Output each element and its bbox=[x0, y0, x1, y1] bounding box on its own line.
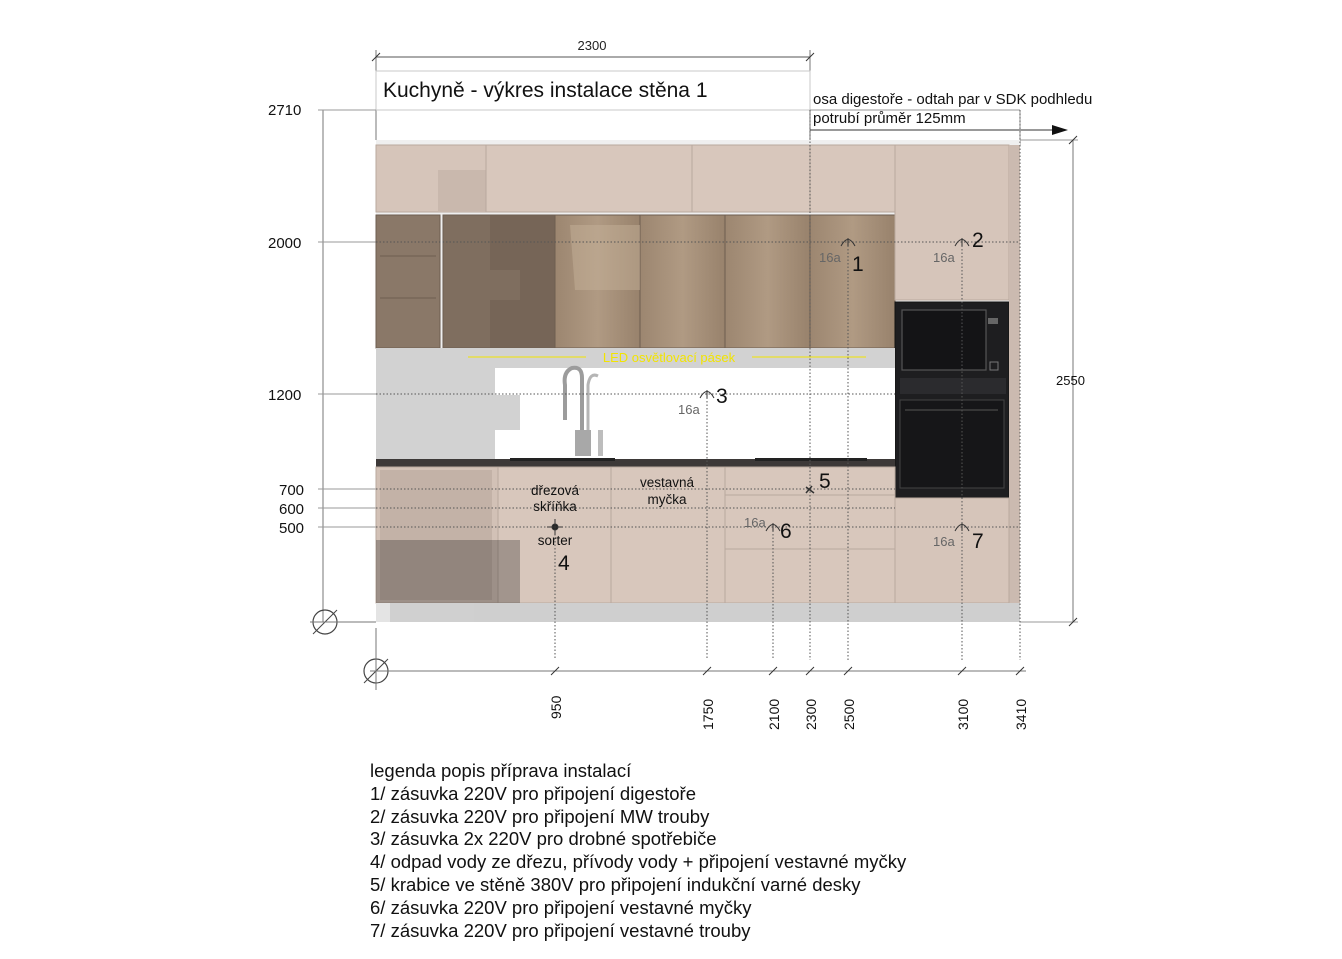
top-dimension-label: 2300 bbox=[577, 38, 607, 53]
marker-6: 6 bbox=[780, 520, 792, 543]
legend-item: 5/ krabice ve stěně 380V pro připojení indukční varné desky bbox=[370, 873, 861, 895]
legend-item: 1/ zásuvka 220V pro připojení digestoře bbox=[370, 782, 697, 804]
width-label: 3410 bbox=[1013, 698, 1029, 730]
sorter-label: sorter bbox=[537, 533, 573, 548]
drawing-title: Kuchyně - výkres instalace stěna 1 bbox=[383, 79, 708, 102]
top-cabinet bbox=[810, 145, 895, 212]
height-label: 2710 bbox=[268, 102, 302, 119]
height-label: 600 bbox=[279, 501, 305, 518]
height-label: 500 bbox=[279, 520, 305, 537]
width-label: 2300 bbox=[803, 698, 819, 730]
duct-arrow-head bbox=[1052, 125, 1068, 135]
hood-cabinet bbox=[810, 215, 895, 348]
hood-note-line1: osa digestoře - odtah par v SDK podhledu bbox=[813, 91, 1093, 108]
marker-3: 3 bbox=[716, 385, 728, 408]
marker-4: 4 bbox=[558, 552, 570, 575]
oven bbox=[900, 400, 1004, 488]
dishwasher-label: myčka bbox=[647, 492, 687, 507]
bottom-dimensions bbox=[364, 628, 1029, 730]
height-label: 1200 bbox=[268, 387, 302, 404]
socket-rating: 16a bbox=[933, 534, 955, 549]
width-label: 2100 bbox=[766, 698, 782, 730]
tall-cabinet-bottom bbox=[895, 498, 1009, 603]
top-cabinet bbox=[692, 145, 810, 212]
height-levels bbox=[268, 102, 376, 634]
led-strip-label: LED osvětlovací pásek bbox=[602, 350, 736, 365]
socket-rating: 16a bbox=[678, 402, 700, 417]
height-label: 700 bbox=[279, 482, 305, 499]
microwave bbox=[902, 310, 986, 370]
legend-item: 6/ zásuvka 220V pro připojení vestavné myčky bbox=[370, 896, 752, 918]
width-label: 2500 bbox=[841, 698, 857, 730]
sink-cabinet-label: dřezová bbox=[530, 483, 580, 498]
socket-rating: 16a bbox=[933, 250, 955, 265]
marker-7: 7 bbox=[972, 530, 984, 553]
width-label: 3100 bbox=[955, 698, 971, 730]
height-label: 2000 bbox=[268, 235, 302, 252]
wall-cabinet bbox=[725, 215, 810, 348]
tall-cabinet-top bbox=[895, 145, 1009, 300]
open-shelf bbox=[376, 215, 440, 348]
legend-item: 4/ odpad vody ze dřezu, přívody vody + připojení vestavné myčky bbox=[370, 851, 907, 873]
sink-cabinet-label: skříňka bbox=[533, 499, 577, 514]
legend bbox=[370, 760, 906, 942]
total-height-label: 2550 bbox=[1056, 373, 1085, 388]
marker-1: 1 bbox=[852, 253, 864, 276]
total-height-dimension bbox=[1020, 136, 1085, 626]
width-label: 1750 bbox=[700, 698, 716, 730]
legend-item: 7/ zásuvka 220V pro připojení vestavné trouby bbox=[370, 919, 751, 941]
socket-rating: 16a bbox=[819, 250, 841, 265]
legend-item: 2/ zásuvka 220V pro připojení MW trouby bbox=[370, 805, 710, 827]
kitchen-body bbox=[376, 140, 1020, 622]
marker-5: 5 bbox=[819, 470, 831, 493]
dishwasher-label: vestavná bbox=[639, 475, 695, 490]
legend-heading: legenda popis příprava instalací bbox=[370, 760, 632, 781]
width-label: 950 bbox=[548, 695, 564, 719]
legend-item: 3/ zásuvka 2x 220V pro drobné spotřebiče bbox=[370, 828, 717, 850]
hood-note-line2: potrubí průměr 125mm bbox=[813, 110, 966, 127]
socket-rating: 16a bbox=[744, 515, 766, 530]
top-cabinet bbox=[486, 145, 692, 212]
marker-2: 2 bbox=[972, 229, 984, 252]
wall-cabinet bbox=[640, 215, 725, 348]
